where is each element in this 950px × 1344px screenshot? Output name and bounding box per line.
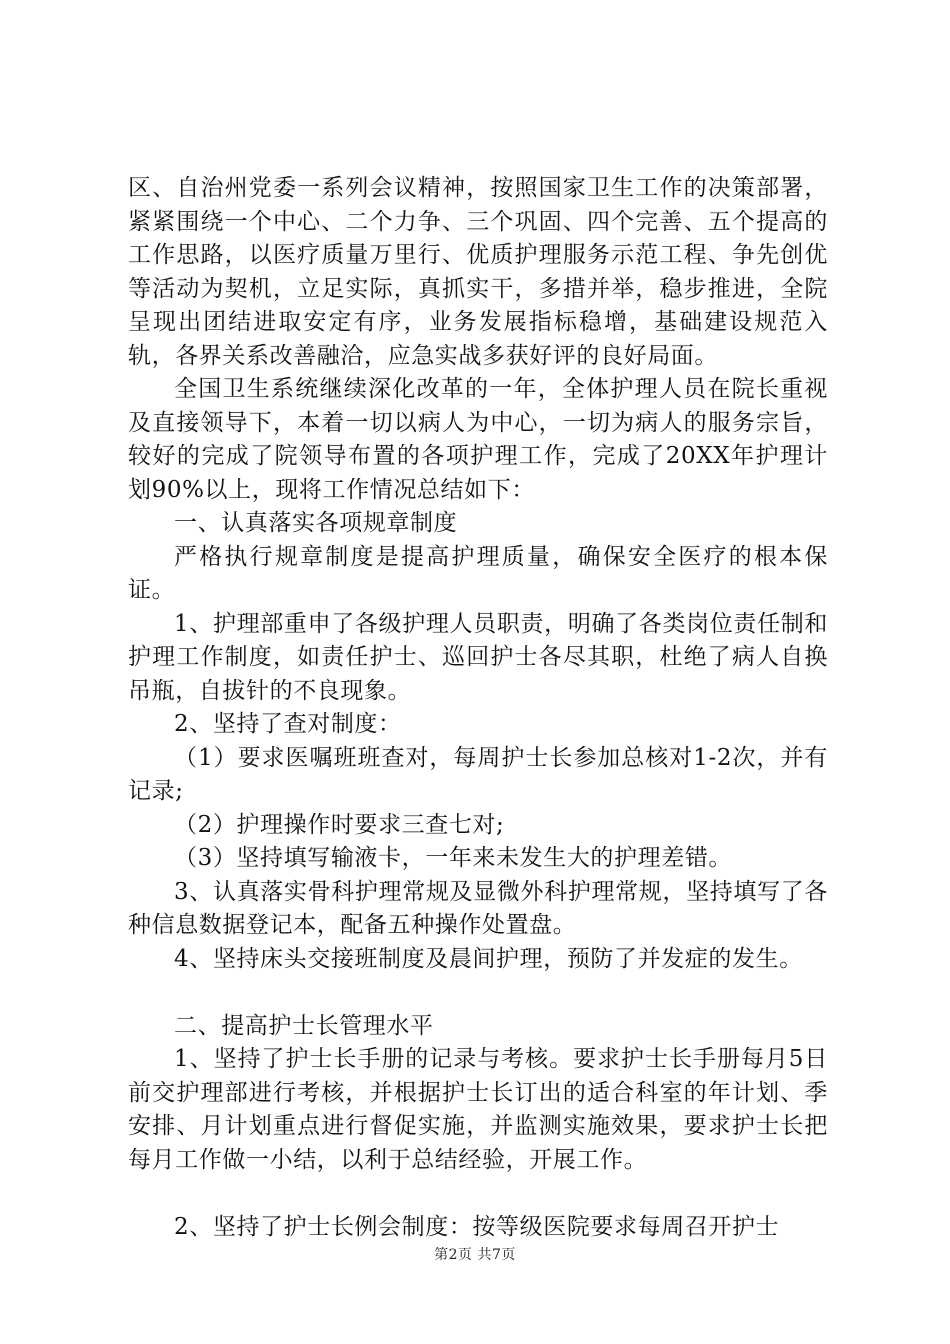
list-item-4: 4、坚持床头交接班制度及晨间护理，预防了并发症的发生。 [174, 945, 803, 972]
paragraph-rules: 严格执行规章制度是提高护理质量，确保安全医疗的根本保证。 [128, 543, 828, 603]
sub-item-3: （3）坚持填写输液卡，一年来未发生大的护理差错。 [174, 845, 733, 871]
document-body [128, 172, 828, 1244]
list-item-2: 2、坚持了查对制度： [174, 711, 402, 737]
paragraph-summary: 全国卫生系统继续深化改革的一年，全体护理人员在院长重视及直接领导下，本着一切以病人为中心，一切为病人的服务宗旨，较好的完成了院领导布置的各项护理工作，完成了20XX年护理计划90%以上，现将工作情况总结如下： [128, 376, 828, 503]
paragraph-intro: 区、自治州党委一系列会议精神，按照国家卫生工作的决策部署，紧紧围绕一个中心、二个力争、三个巩固、四个完善、五个提高的工作思路，以医疗质量万里行、优质护理服务示范工程、争先创优等活动为契机，立足实际，真抓实干，多措并举，稳步推进，全院呈现出团结进取安定有序，业务发展指标稳增，基础建设规范入轨，各界关系改善融洽，应急实战多获好评的良好局面。 [128, 175, 828, 369]
section-heading-2: 二、提高护士长管理水平 [174, 1012, 434, 1039]
sub-item-1: （1）要求医嘱班班查对，每周护士长参加总核对1-2次，并有记录; [128, 744, 828, 804]
list-item-6: 2、坚持了护士长例会制度：按等级医院要求每周召开护士 [174, 1213, 780, 1240]
sub-item-2: （2）护理操作时要求三查七对; [174, 811, 505, 838]
section-heading-1: 一、认真落实各项规章制度 [174, 510, 458, 536]
list-item-1: 1、护理部重申了各级护理人员职责，明确了各类岗位责任制和护理工作制度，如责任护士、巡回护士各尽其职，杜绝了病人自换吊瓶，自拔针的不良现象。 [128, 610, 828, 704]
list-item-5: 1、坚持了护士长手册的记录与考核。要求护士长手册每月5日前交护理部进行考核，并根据护士长订出的适合科室的年计划、季安排、月计划重点进行督促实施，并监测实施效果，要求护士长把每月工作做一小结，以利于总结经验，开展工作。 [128, 1046, 828, 1173]
list-item-3: 3、认真落实骨科护理常规及显微外科护理常规，坚持填写了各种信息数据登记本，配备五种操作处置盘。 [128, 878, 828, 938]
paragraph-gap [128, 1177, 828, 1211]
page-footer: 第2页 共7页 [434, 1247, 516, 1263]
paragraph-gap [128, 976, 828, 1010]
